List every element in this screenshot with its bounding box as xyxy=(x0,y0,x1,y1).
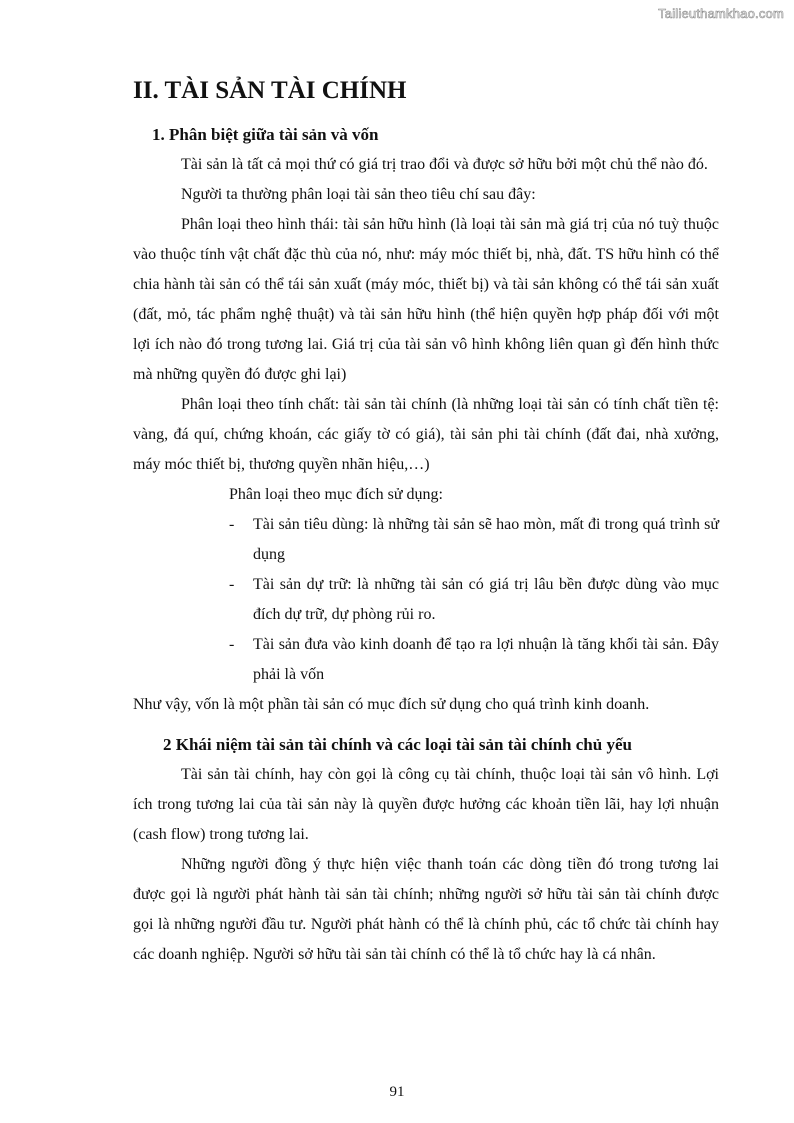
page-content xyxy=(133,74,719,970)
section-1-paragraph-4: Phân loại theo tính chất: tài sản tài chính (là những loại tài sản có tính chất tiền tệ: vàng, đá quí, chứng khoán, các giấy tờ có giá), tài sản phi tài chính (đất đai, nhà xưởng, máy móc thiết bị, thương quyền nhãn hiệu,…) xyxy=(133,396,719,473)
section-1-paragraph-3: Phân loại theo hình thái: tài sản hữu hình (là loại tài sản mà giá trị của nó tuỳ thuộc vào thuộc tính vật chất đặc thù của nó, như: máy móc thiết bị, nhà, đất. TS hữu hình có thể chia hành tài sản có thể tái sản xuất (máy móc, thiết bị) và tài sản không có thể tái sản xuất (đất, mỏ, tác phẩm nghệ thuật) và tài sản hữu hình (thể hiện quyền hợp pháp đối với một lợi ích nào đó trong tương lai. Giá trị của tài sản vô hình không liên quan gì đến hình thức mà những quyền đó được ghi lại) xyxy=(133,216,719,383)
section-1-paragraph-2: Người ta thường phân loại tài sản theo tiêu chí sau đây: xyxy=(181,186,536,203)
list-item-text: Tài sản đưa vào kinh doanh để tạo ra lợi nhuận là tăng khối tài sản. Đây phải là vốn xyxy=(253,636,719,683)
list-item xyxy=(229,510,719,570)
asset-purpose-list xyxy=(133,510,719,690)
section-2-paragraph-2: Những người đồng ý thực hiện việc thanh toán các dòng tiền đó trong tương lai được gọi là người phát hành tài sản tài chính; những người sở hữu tài sản tài chính được gọi là những người đầu tư. Người phát hành có thể là chính phủ, các tổ chức tài chính hay các doanh nghiệp. Người sở hữu tài sản tài chính có thể là tổ chức hay là cá nhân. xyxy=(133,856,719,963)
list-item-text: Tài sản dự trữ: là những tài sản có giá trị lâu bền được dùng vào mục đích dự trữ, dự phòng rủi ro. xyxy=(253,576,719,623)
list-item xyxy=(229,630,719,690)
section-2-paragraph-1: Tài sản tài chính, hay còn gọi là công cụ tài chính, thuộc loại tài sản vô hình. Lợi ích trong tương lai của tài sản này là quyền được hưởng các khoản tiền lãi, hay lợi nhuận (cash flow) trong tương lai. xyxy=(133,766,719,843)
watermark: Tailieuthamkhao.com xyxy=(658,6,784,21)
chapter-heading: II. TÀI SẢN TÀI CHÍNH xyxy=(133,77,407,104)
list-item xyxy=(229,570,719,630)
section-1-paragraph-5: Phân loại theo mục đích sử dụng: xyxy=(229,486,443,503)
dash-bullet: - xyxy=(229,636,235,653)
dash-bullet: - xyxy=(229,516,235,533)
list-item-text: Tài sản tiêu dùng: là những tài sản sẽ hao mòn, mất đi trong quá trình sử dụng xyxy=(253,516,719,563)
page-number: 91 xyxy=(389,1084,405,1100)
dash-bullet: - xyxy=(229,576,235,593)
section-1-title: 1. Phân biệt giữa tài sản và vốn xyxy=(152,125,379,144)
section-1-paragraph-1: Tài sản là tất cả mọi thứ có giá trị trao đổi và được sở hữu bởi một chủ thể nào đó. xyxy=(181,156,708,173)
section-1-conclusion: Như vậy, vốn là một phần tài sản có mục đích sử dụng cho quá trình kinh doanh. xyxy=(133,696,650,713)
section-2-title: 2 Khái niệm tài sản tài chính và các loại tài sản tài chính chủ yếu xyxy=(163,735,632,754)
